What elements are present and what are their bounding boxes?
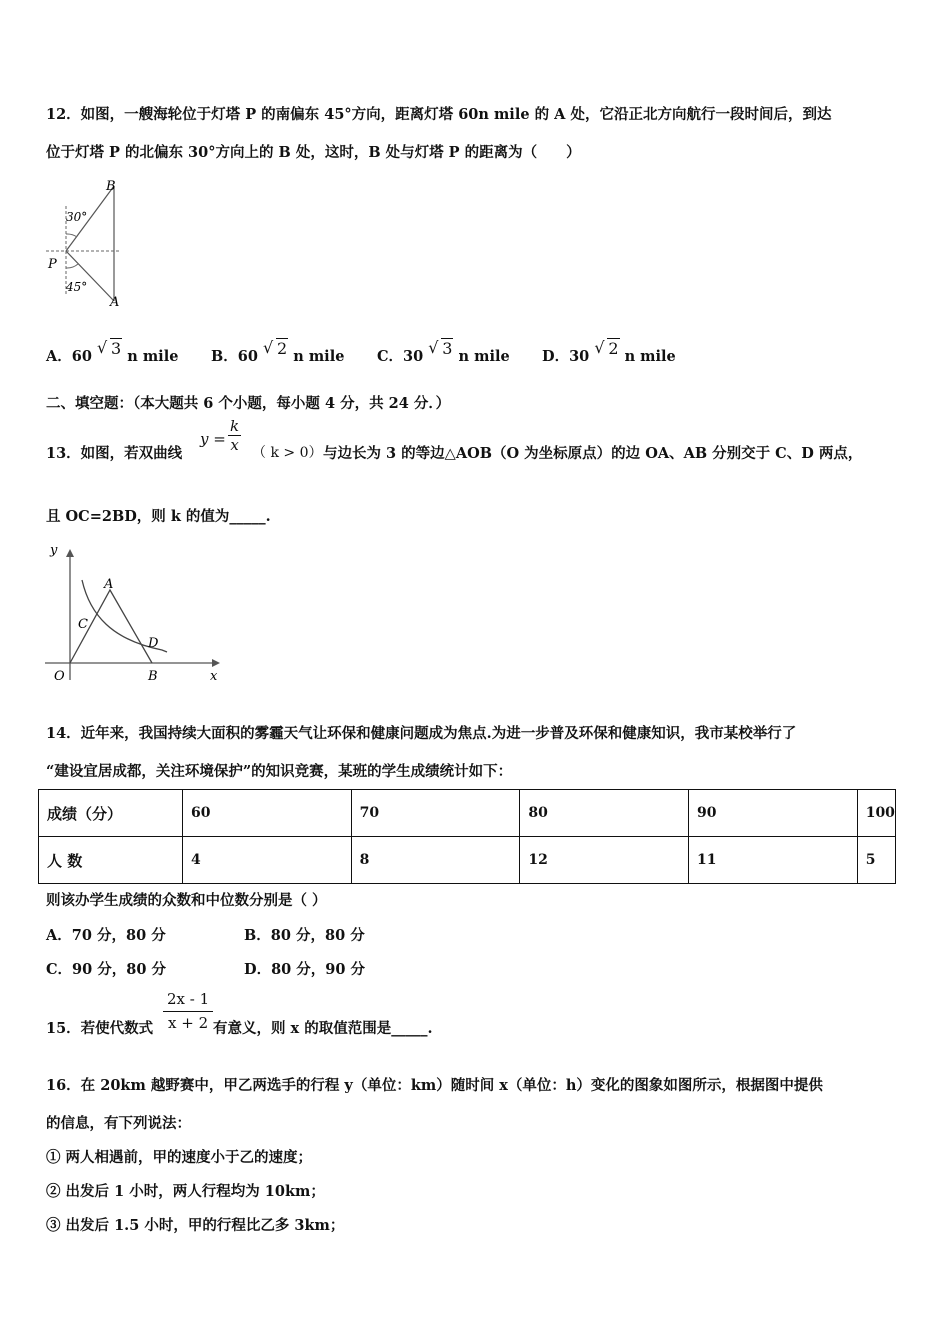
q14-option-d[interactable]: D．80 分，90 分	[244, 961, 366, 978]
table-cell: 12	[520, 837, 689, 884]
q12-label-b: B	[106, 179, 116, 194]
q16-statement-1: ① 两人相遇前，甲的速度小于乙的速度；	[46, 1149, 313, 1166]
q15-denominator: x + 2	[168, 1014, 209, 1032]
table-cell: 100	[857, 790, 895, 837]
q13-formula-denominator: x	[230, 436, 239, 454]
table-row	[39, 790, 896, 837]
q12-option-b-prefix: B．60	[211, 348, 258, 365]
q12-option-a-radical: √ 3	[97, 338, 122, 358]
q15-fraction	[163, 990, 213, 1032]
table-row	[39, 837, 896, 884]
q12-label-a: A	[110, 295, 120, 310]
q12-option-c-root: 3	[442, 339, 453, 358]
q12-option-d-radical: √ 2	[594, 338, 619, 358]
q13-label-y: y	[50, 543, 58, 558]
q12-option-a-unit: n mile	[127, 348, 179, 365]
q13-label-x: x	[210, 669, 218, 684]
q14-text-line2: “建设宜居成都，关注环境保护”的知识竞赛，某班的学生成绩统计如下：	[46, 763, 513, 780]
q12-angle-45: 45°	[66, 280, 88, 294]
table-cell: 70	[351, 790, 520, 837]
q14-question: 则该办学生成绩的众数和中位数分别是（ ）	[46, 892, 327, 909]
q13-suffix: 与边长为 3 的等边△AOB（O 为坐标原点）的边 OA、AB 分别交于 C、D 两点，	[323, 445, 863, 462]
q12-option-b[interactable]	[211, 338, 345, 366]
q13-formula-lhs: y =	[200, 430, 226, 448]
q13-figure	[42, 540, 227, 690]
q12-text-line1: 12．如图，一艘海轮位于灯塔 P 的南偏东 45°方向，距离灯塔 60n mile 的 A 处，它沿正北方向航行一段时间后，到达	[46, 106, 832, 123]
q12-option-c-radical: √ 3	[428, 338, 453, 358]
q12-option-c[interactable]	[377, 338, 510, 366]
q13-condition: （ k > 0）	[252, 445, 323, 461]
q12-angle-arc-top	[66, 234, 77, 237]
table-cell: 8	[351, 837, 520, 884]
q13-line2: 且 OC=2BD，则 k 的值为_____.	[46, 508, 271, 525]
q16-text-line2: 的信息，有下列说法：	[46, 1115, 191, 1132]
q12-option-d-root: 2	[608, 339, 619, 358]
q12-option-c-prefix: C．30	[377, 348, 424, 365]
q15-numerator: 2x - 1	[163, 990, 213, 1012]
q12-option-b-radical: √ 2	[263, 338, 288, 358]
table-cell: 5	[857, 837, 895, 884]
q12-option-b-unit: n mile	[293, 348, 345, 365]
q14-score-table	[38, 789, 896, 884]
q13-label-d: D	[148, 636, 159, 651]
q12-option-c-unit: n mile	[458, 348, 510, 365]
q14-option-b[interactable]: B．80 分，80 分	[244, 927, 365, 944]
table-cell: 60	[182, 790, 351, 837]
q12-option-a[interactable]	[46, 338, 179, 366]
q13-label-c: C	[78, 617, 88, 632]
q16-statement-2: ② 出发后 1 小时，两人行程均为 10km；	[46, 1183, 325, 1200]
q14-text-line1: 14．近年来，我国持续大面积的雾霾天气让环保和健康问题成为焦点.为进一步普及环保和健康知识，我市某校举行了	[46, 725, 797, 742]
q16-statement-3: ③ 出发后 1.5 小时，甲的行程比乙多 3km；	[46, 1217, 345, 1234]
q13-prefix: 13．如图，若双曲线	[46, 445, 183, 462]
q13-label-o: O	[54, 669, 65, 684]
q14-option-a[interactable]: A．70 分，80 分	[46, 927, 166, 944]
q12-option-a-prefix: A．60	[46, 348, 92, 365]
q12-option-a-root: 3	[111, 339, 122, 358]
q12-option-d-unit: n mile	[624, 348, 676, 365]
table-cell: 80	[520, 790, 689, 837]
q12-angle-30: 30°	[66, 210, 88, 224]
q16-text-line1: 16．在 20km 越野赛中，甲乙两选手的行程 y（单位：km）随时间 x（单位：h）变化的图象如图所示，根据图中提供	[46, 1077, 823, 1094]
q12-figure	[40, 176, 130, 311]
q12-option-d-prefix: D．30	[542, 348, 590, 365]
table-cell: 人 数	[39, 837, 183, 884]
q13-formula	[200, 417, 325, 465]
q13-formula-fraction	[228, 417, 241, 454]
q12-text-line2: 位于灯塔 P 的北偏东 30°方向上的 B 处，这时，B 处与灯塔 P 的距离为（ ）	[46, 144, 581, 161]
q12-angle-arc-bottom	[66, 264, 78, 268]
q13-formula-numerator: k	[230, 417, 240, 435]
q13-y-arrow	[66, 549, 74, 557]
q15-suffix: 有意义，则 x 的取值范围是_____.	[213, 1020, 433, 1037]
table-cell: 成绩（分）	[39, 790, 183, 837]
q12-label-p: P	[48, 257, 57, 272]
q15-prefix: 15．若使代数式	[46, 1020, 154, 1037]
table-cell: 11	[689, 837, 858, 884]
q12-option-b-root: 2	[277, 339, 288, 358]
q12-option-d[interactable]	[542, 338, 676, 366]
q14-option-c[interactable]: C．90 分，80 分	[46, 961, 166, 978]
q13-x-arrow	[212, 659, 220, 667]
table-cell: 90	[689, 790, 858, 837]
table-cell: 4	[182, 837, 351, 884]
section2-heading: 二、填空题：（本大题共 6 个小题，每小题 4 分，共 24 分．）	[46, 395, 451, 412]
q13-label-b: B	[148, 669, 158, 684]
q13-label-a: A	[104, 577, 114, 592]
